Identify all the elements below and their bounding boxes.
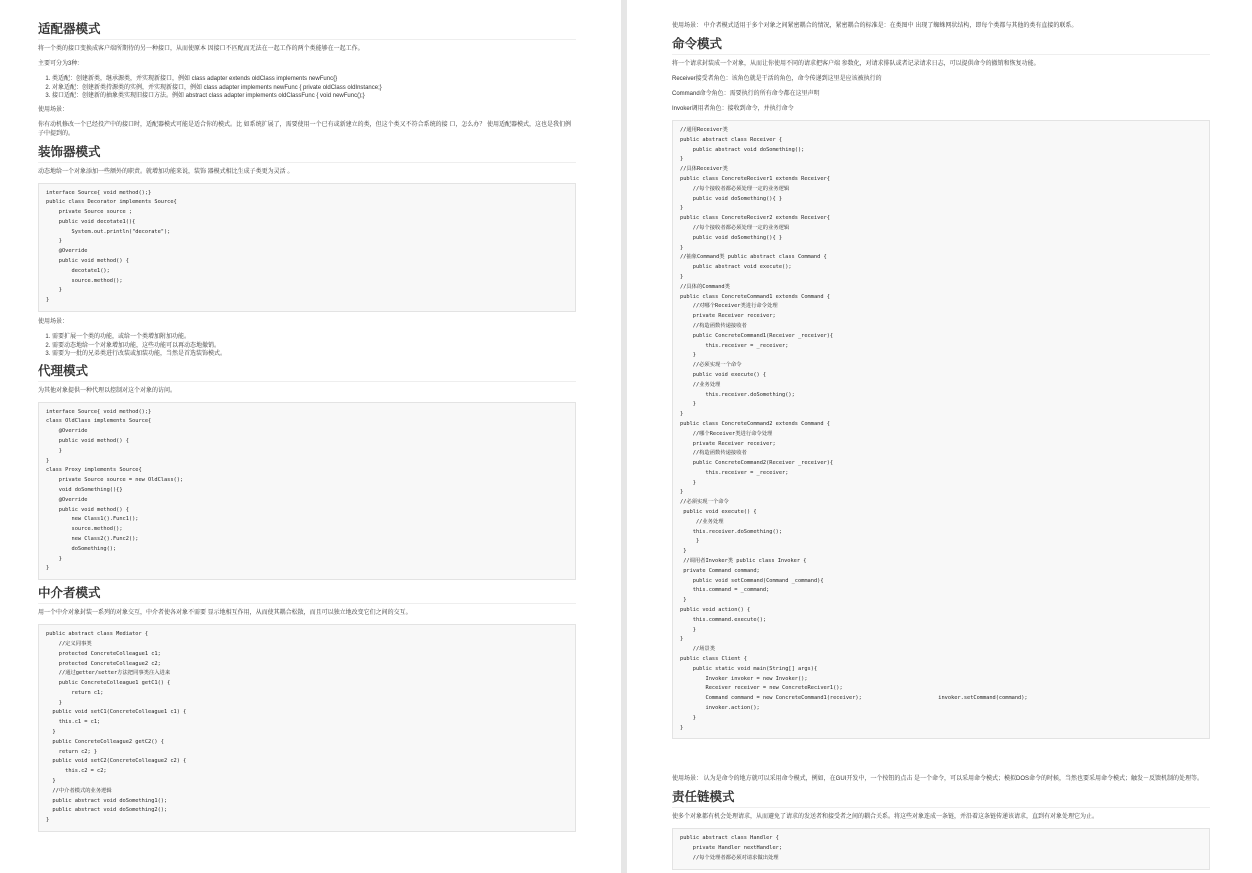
adapter-types-label: 主要可分为3种: xyxy=(38,61,80,67)
chain-code-block: public abstract class Handler { private Handler nextHandler; //每个处理者都必须对请求做出处理 xyxy=(672,828,1210,869)
adapter-usage-label: 使用场景： xyxy=(38,106,69,113)
document-page-right xyxy=(627,0,1252,873)
adapter-heading: 适配器模式 xyxy=(38,22,576,40)
proxy-code-block: interface Source{ void method();} class OldClass implements Source{ @Override public void method() { } } class Proxy implements Source{ private Source source = new OldClass(); void doSomething(){} @Override public void method() { new Class1().Func1(); source.method(); new Class2().Func2(); doSomething(); } } xyxy=(38,402,576,581)
command-intro: 将一个请求封装成一个对象，从而让你使用不同的请求把客户端 参数化，对请求排队或者记录请求日志，可以提供命令的撤销和恢复功能。 xyxy=(672,61,1040,67)
mediator-code-block: public abstract class Mediator { //定义同事类 protected ConcreteColleague1 c1; protected ConcreteColleague2 c2; //通过getter/setter方法把同事类注入进来 public ConcreteColleague1 getC1() { return c1; } public void setC1(ConcreteColleague1 c1) { this.c1 = c1; } public ConcreteColleague2 getC2() { return c2; } public void setC2(ConcreteColleague2 c2) { this.c2 = c2; } //中介者模式的业务逻辑 public abstract void doSomething1(); public abstract void doSomething2(); } xyxy=(38,624,576,832)
command-heading: 命令模式 xyxy=(672,37,1210,55)
proxy-section xyxy=(38,364,576,581)
proxy-intro: 为其他对象提供一种代理以控制对这个对象的访问。 xyxy=(38,387,177,394)
adapter-types-list xyxy=(38,75,576,101)
adapter-section xyxy=(38,22,576,139)
chain-section xyxy=(672,790,1210,869)
mediator-section xyxy=(38,586,576,832)
mediator-heading: 中介者模式 xyxy=(38,586,576,604)
list-item: 1. 类适配：创建新类，继承源类，并实现新接口，例如 class adapter extends oldClass implements newFunc{} xyxy=(52,75,576,84)
mediator-intro: 用一个中介对象封装一系列的对象交互，中介者使各对象不需要 显示地相互作用，从而使其耦合松散，而且可以独立地改变它们之间的交互。 xyxy=(38,610,412,617)
command-invoker-role: Invoker调用者角色：接收到命令，并执行命令 xyxy=(672,106,794,112)
command-usage: 使用场景： 认为是命令的地方就可以采用命令模式，例如，在GUI开发中，一个按钮的点击 是一个命令，可以采用命令模式；模拟DOS命令的时候，当然也要采用命令模式；触发－反馈机制的处理等。 xyxy=(672,776,1204,783)
decorator-intro: 动态地给一个对象添加一些额外的职责。就增加功能来说，装饰 器模式相比生成子类更为灵活 。 xyxy=(38,168,294,175)
list-item: 2. 需要动态地给一个对象增加功能，这些功能可以再动态地撤销。 xyxy=(52,342,576,351)
decorator-code-block: interface Source{ void method();} public class Decorator implements Source{ private Source source ; public void decotate1(){ System.out.println("decorate"); } @Override public void method() { decotate1(); source.method(); } } xyxy=(38,183,576,313)
list-item: 2. 对象适配：创建新类持源类的实例，并实现新接口，例如 class adapter implements newFunc { private oldClass oldInstance;} xyxy=(52,84,576,93)
chain-intro: 使多个对象都有机会处理请求，从而避免了请求的发送者和接受者之间的耦合关系。将这些对象连成一条链，并沿着这条链传递该请求，直到有对象处理它为止。 xyxy=(672,814,1099,821)
decorator-usage-list xyxy=(38,333,576,359)
decorator-usage-label: 使用场景： xyxy=(38,319,69,326)
adapter-usage: 你有动机修改一个已经投产中的接口时，适配器模式可能是适合你的模式。比 如系统扩展了，需要使用一个已有或新建立的类，但这个类又不符合系统的接 口，怎么办？ 使用适配器模式，这也是我们例子中提到的。 xyxy=(38,121,572,137)
command-section xyxy=(672,37,1210,784)
decorator-section xyxy=(38,145,576,359)
command-command-role: Command命令角色：需要执行的所有命令都在这里声明 xyxy=(672,91,820,97)
decorator-heading: 装饰器模式 xyxy=(38,145,576,163)
adapter-intro: 将一个类的接口变换成客户端所期待的另一种接口，从而使原本 因接口不匹配而无法在一起工作的两个类能够在一起工作。 xyxy=(38,46,364,52)
chain-heading: 责任链模式 xyxy=(672,790,1210,808)
proxy-heading: 代理模式 xyxy=(38,364,576,382)
list-item: 3. 需要为一批的兄弟类进行改装或加装功能，当然是首选装饰模式。 xyxy=(52,350,576,359)
mediator-usage: 使用场景： 中介者模式适用于多个对象之间紧密耦合的情况，紧密耦合的标准是：在类图中 出现了蜘蛛网状结构，即每个类都与其他的类有直接的联系。 xyxy=(672,23,1078,29)
spacer xyxy=(672,745,1210,775)
list-item: 3. 接口适配：创建新的抽象类实现旧接口方法。例如 abstract class adapter implements oldClassFunc { void newFunc();} xyxy=(52,92,576,101)
command-receiver-role: Receiver接受者角色：该角色就是干活的角色，命令传递到这里是应该被执行的 xyxy=(672,76,882,82)
list-item: 1. 需要扩展一个类的功能，或给一个类增加附加功能。 xyxy=(52,333,576,342)
document-page-left xyxy=(0,0,621,873)
command-code-block: //通用Receiver类 public abstract class Receiver { public abstract void doSomething(); } //具体Receiver类 public class ConcreteReciver1 extends Receiver{ //每个接收者都必须处理一定的业务逻辑 public void doSomething(){ } } public class ConcreteReciver2 extends Receiver{ //每个接收者都必须处理一定的业务逻辑 public void doSomething(){ } } //抽象Command类 public abstract class Command { public abstract void execute(); } //具体的Command类 public class ConcreteCommand1 extends Command { //对哪个Receiver类进行命令处理 private Receiver receiver; //构造函数传递接收者 public ConcreteCommand1(Receiver _receiver){ this.receiver = _receiver; } //必须实现一个命令 public void execute() { //业务处理 this.receiver.doSomething(); } } public class ConcreteCommand2 extends Command { //哪个Receiver类进行命令处理 private Receiver receiver; //构造函数传递接收者 public ConcreteCommand2(Receiver _receiver){ this.receiver = _receiver; } } //必须实现一个命令 public void execute() { //业务处理 this.receiver.doSomething(); } } //调用者Invoker类 public class Invoker { private Command command; public void setCommand(Command _command){ this.command = _command; } public void action() { this.command.execute(); } } //场景类 public class Client { public static void main(String[] args){ Invoker invoker = new Invoker(); Receiver receiver = new ConcreteReciver1(); Command command = new ConcreteCommand1(receiver); invoker.setCommand(command); invoker.action(); } } xyxy=(672,120,1210,739)
